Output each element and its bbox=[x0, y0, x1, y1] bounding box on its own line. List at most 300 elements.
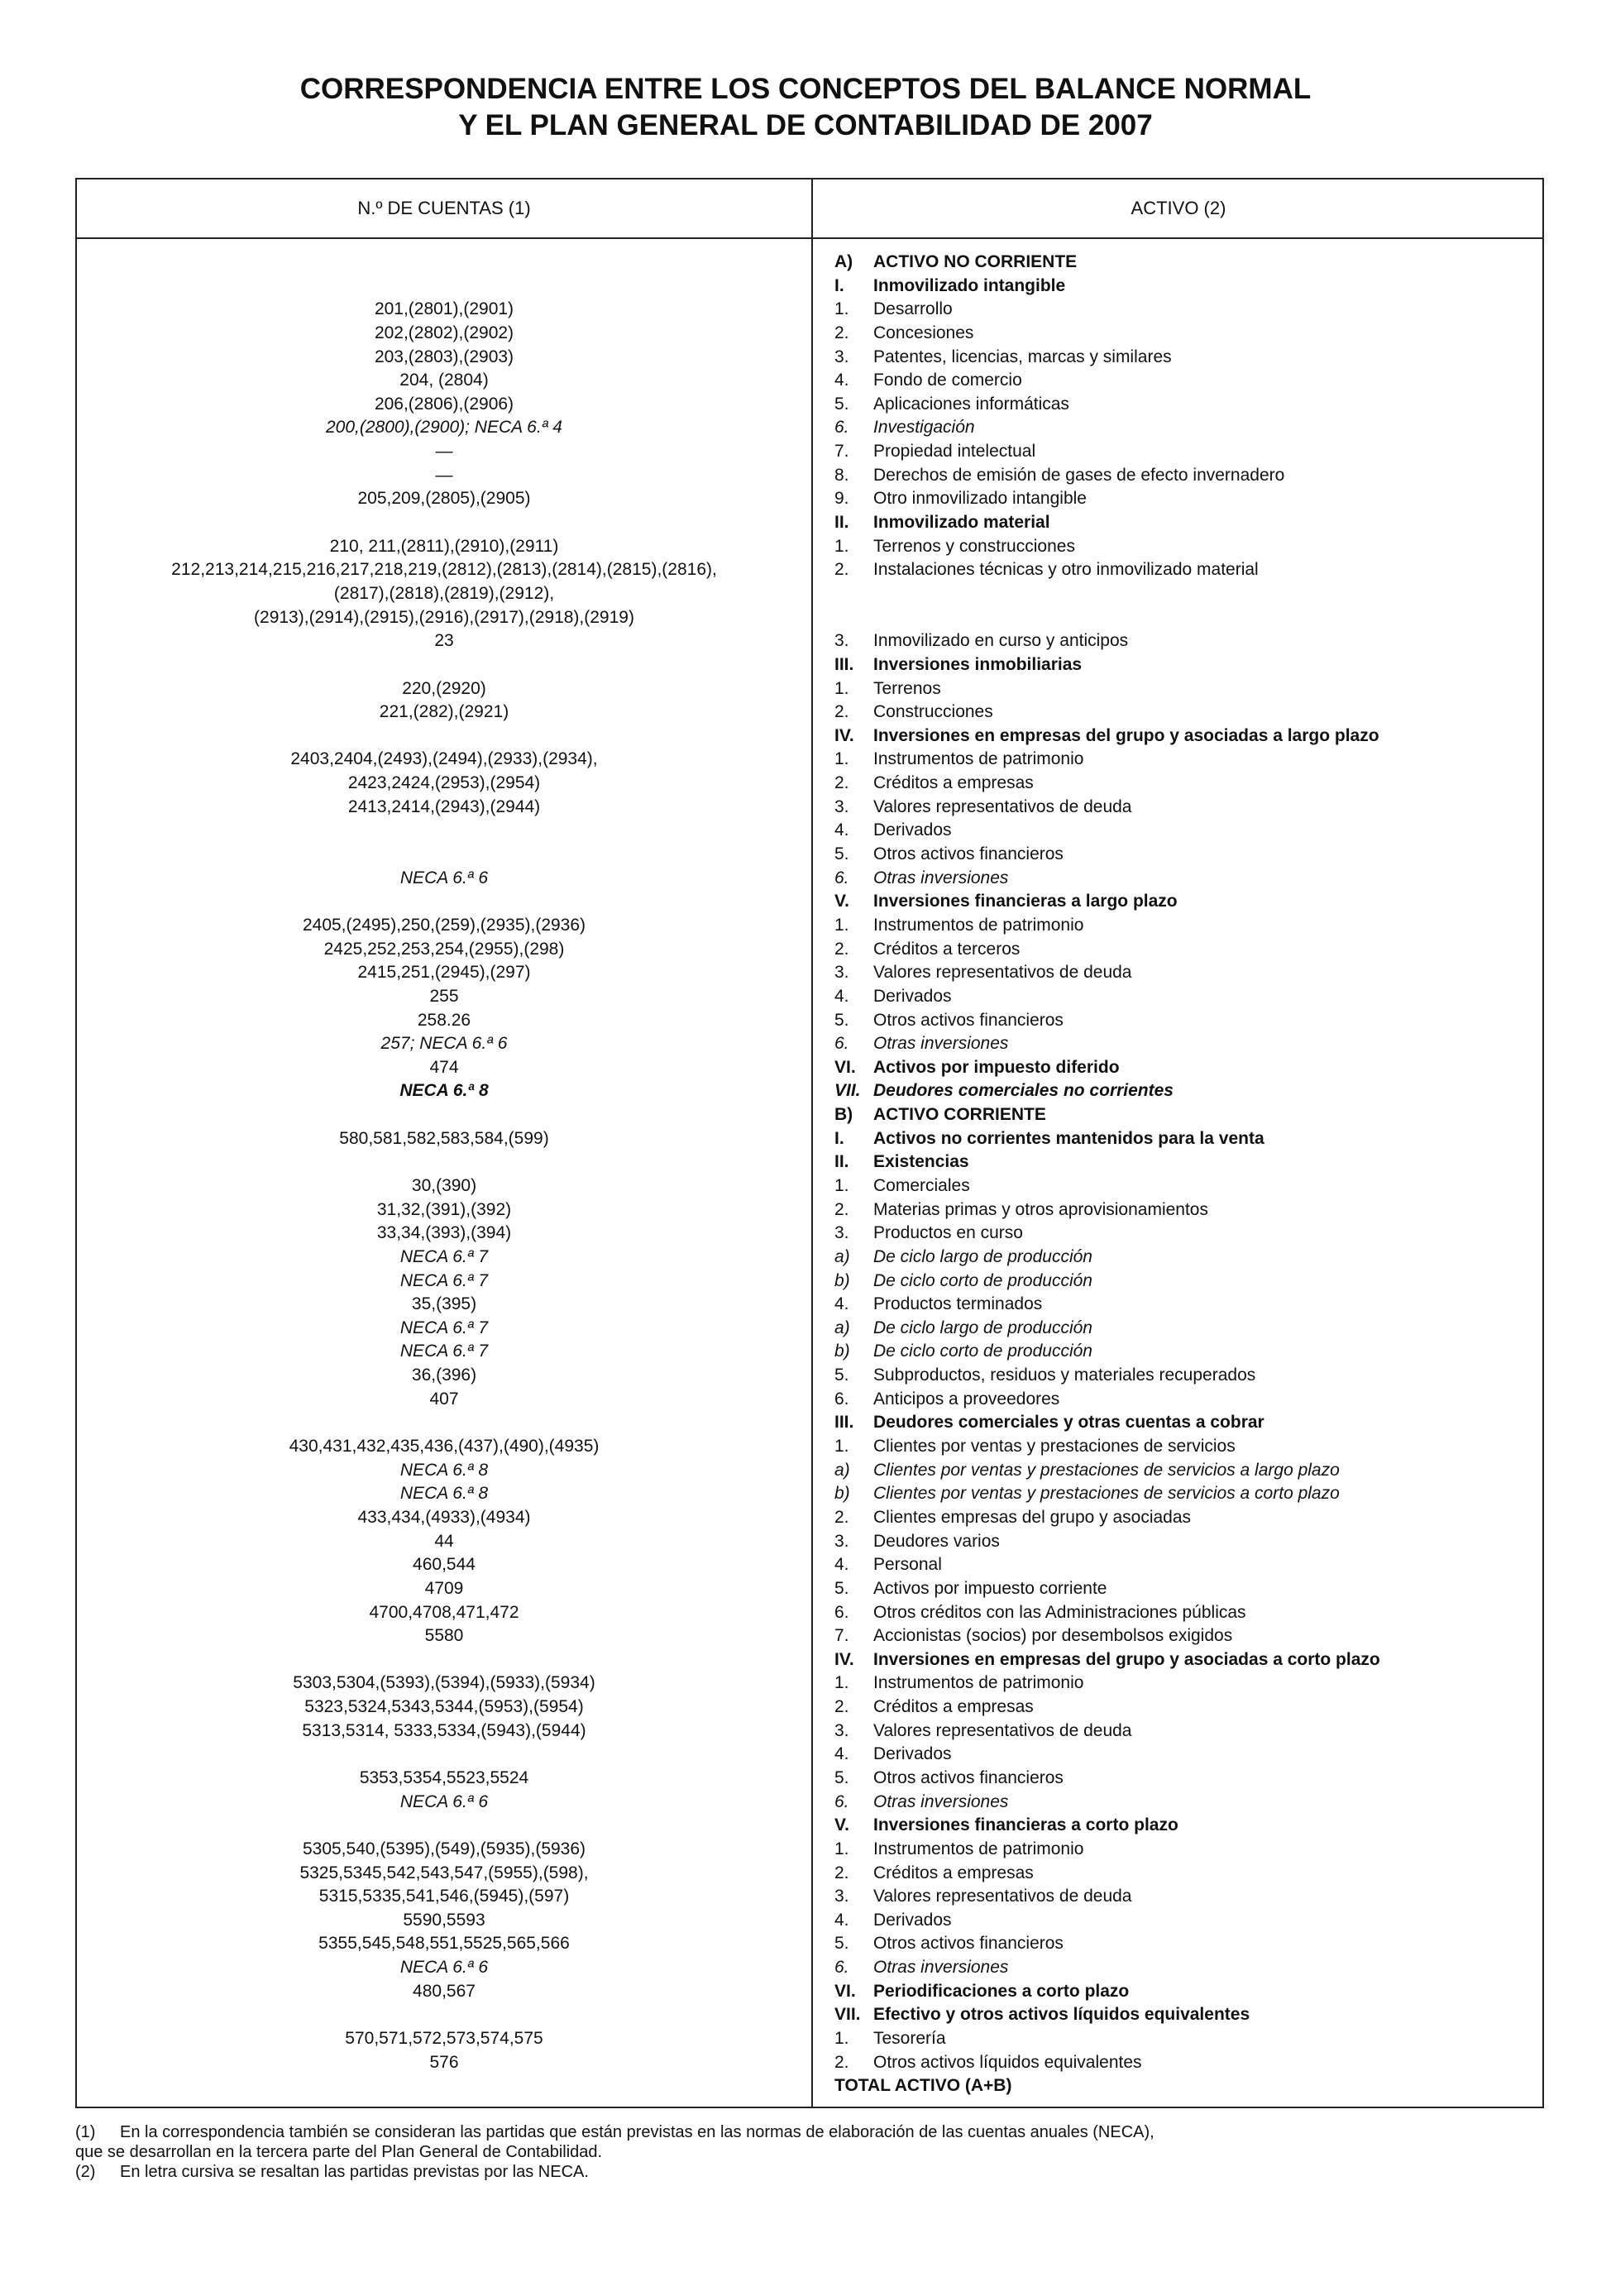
asset-row bbox=[834, 369, 1537, 393]
document-title bbox=[0, 71, 1611, 144]
title-line-1: CORRESPONDENCIA ENTRE LOS CONCEPTOS DEL BALANCE NORMAL bbox=[299, 73, 1312, 105]
account-cell: 430,431,432,435,436,(437),(490),(4935) bbox=[289, 1437, 600, 1457]
account-cell: 580,581,582,583,584,(599) bbox=[339, 1128, 549, 1148]
item-label: Efectivo y otros activos líquidos equivalentes bbox=[873, 2005, 1250, 2025]
item-number: 6. bbox=[834, 868, 849, 887]
item-number: 2. bbox=[834, 702, 849, 722]
account-cell: 203,(2803),(2903) bbox=[374, 347, 514, 366]
account-cell: 212,213,214,215,216,217,218,219,(2812),(2813),(2814),(2815),(2816), bbox=[171, 560, 717, 580]
account-cell: NECA 6.ª 6 bbox=[399, 1958, 489, 1978]
item-label: De ciclo corto de producción bbox=[873, 1342, 1092, 1361]
item-number: 5. bbox=[834, 844, 849, 864]
item-label: Concesiones bbox=[873, 323, 974, 342]
asset-row bbox=[834, 1553, 1537, 1577]
account-cell: 36,(396) bbox=[411, 1366, 477, 1385]
asset-row bbox=[834, 961, 1537, 985]
asset-row bbox=[834, 275, 1537, 299]
account-cell: 201,(2801),(2901) bbox=[374, 299, 514, 319]
item-number: 7. bbox=[834, 442, 849, 462]
item-number: 2. bbox=[834, 2052, 849, 2072]
item-number: 5. bbox=[834, 1010, 849, 1030]
item-number: 6. bbox=[834, 1958, 849, 1978]
item-label: Activos no corrientes mantenidos para la venta bbox=[873, 1128, 1264, 1148]
item-label: Clientes empresas del grupo y asociadas bbox=[873, 1507, 1192, 1527]
item-label: Accionistas (socios) por desembolsos exigidos bbox=[873, 1626, 1233, 1646]
item-label: Créditos a empresas bbox=[873, 1697, 1034, 1717]
account-cell: 2415,251,(2945),(297) bbox=[357, 963, 531, 983]
item-label: Investigación bbox=[873, 418, 975, 438]
account-cell: 474 bbox=[429, 1057, 459, 1077]
item-number: b) bbox=[834, 1342, 850, 1361]
item-number: VI. bbox=[834, 1057, 856, 1077]
asset-row bbox=[834, 2003, 1537, 2027]
item-label: Otros activos financieros bbox=[873, 1010, 1064, 1030]
account-cell: 258.26 bbox=[417, 1010, 471, 1030]
asset-row bbox=[834, 346, 1537, 370]
asset-row bbox=[834, 440, 1537, 464]
item-number: 3. bbox=[834, 631, 849, 651]
item-label: De ciclo largo de producción bbox=[873, 1318, 1092, 1337]
item-number: II. bbox=[834, 513, 849, 533]
account-cell: 205,209,(2805),(2905) bbox=[357, 489, 531, 509]
account-cell: 210, 211,(2811),(2910),(2911) bbox=[329, 536, 559, 556]
item-label: Otras inversiones bbox=[873, 1791, 1009, 1811]
asset-row bbox=[834, 1459, 1537, 1483]
item-number: 5. bbox=[834, 1366, 849, 1385]
asset-row bbox=[834, 1364, 1537, 1388]
asset-row bbox=[834, 1980, 1537, 2004]
asset-row bbox=[834, 511, 1537, 535]
correspondence-table bbox=[75, 178, 1544, 2108]
item-label: Deudores comerciales no corrientes bbox=[873, 1081, 1174, 1101]
account-cell: 35,(395) bbox=[411, 1294, 477, 1314]
asset-row bbox=[834, 1079, 1537, 1103]
item-number: 6. bbox=[834, 418, 849, 438]
item-label: Terrenos bbox=[873, 678, 941, 698]
footnotes bbox=[75, 2122, 1547, 2182]
asset-row bbox=[834, 725, 1537, 749]
account-cell: (2817),(2818),(2819),(2912), bbox=[333, 583, 555, 603]
asset-row bbox=[834, 582, 1537, 606]
asset-row bbox=[834, 748, 1537, 772]
account-cell bbox=[77, 1648, 811, 1672]
item-number: 3. bbox=[834, 1720, 849, 1740]
asset-row bbox=[834, 1103, 1537, 1127]
account-cell bbox=[77, 819, 811, 843]
account-cell: 220,(2920) bbox=[402, 678, 486, 698]
asset-row bbox=[834, 487, 1537, 511]
item-label: Otros activos financieros bbox=[873, 844, 1064, 864]
account-cell bbox=[77, 890, 811, 914]
asset-row bbox=[834, 1411, 1537, 1435]
item-number: 4. bbox=[834, 1555, 849, 1575]
item-label: Propiedad intelectual bbox=[873, 442, 1036, 462]
account-cell: 5303,5304,(5393),(5394),(5933),(5934) bbox=[293, 1673, 595, 1693]
account-cell: NECA 6.ª 7 bbox=[399, 1270, 489, 1290]
item-label: Instrumentos de patrimonio bbox=[873, 1839, 1084, 1858]
item-number: 2. bbox=[834, 560, 849, 580]
item-number: 2. bbox=[834, 1697, 849, 1717]
item-number: 2. bbox=[834, 1507, 849, 1527]
account-cell bbox=[77, 251, 811, 275]
item-label: Clientes por ventas y prestaciones de servicios a largo plazo bbox=[873, 1460, 1340, 1480]
item-label: Instalaciones técnicas y otro inmovilizado material bbox=[873, 560, 1259, 580]
asset-row bbox=[834, 1696, 1537, 1720]
item-number: 1. bbox=[834, 749, 849, 769]
assets-column bbox=[834, 251, 1537, 2098]
item-label: Otras inversiones bbox=[873, 1034, 1009, 1054]
item-label: Instrumentos de patrimonio bbox=[873, 1673, 1084, 1693]
asset-row bbox=[834, 1293, 1537, 1317]
item-label: Instrumentos de patrimonio bbox=[873, 749, 1084, 769]
asset-row bbox=[834, 1506, 1537, 1530]
accounts-column bbox=[77, 251, 811, 2098]
asset-row bbox=[834, 1246, 1537, 1270]
asset-row bbox=[834, 2027, 1537, 2051]
item-label: Construcciones bbox=[873, 702, 993, 722]
item-number: IV. bbox=[834, 1649, 854, 1669]
item-label: Materias primas y otros aprovisionamientos bbox=[873, 1199, 1208, 1219]
item-label: Terrenos y construcciones bbox=[873, 536, 1075, 556]
item-number: 1. bbox=[834, 1437, 849, 1457]
asset-row bbox=[834, 535, 1537, 559]
account-cell: NECA 6.ª 7 bbox=[399, 1246, 489, 1266]
item-label: Derivados bbox=[873, 1910, 952, 1930]
item-number: V. bbox=[834, 892, 849, 911]
account-cell: 2425,252,253,254,(2955),(298) bbox=[323, 939, 565, 959]
asset-row bbox=[834, 796, 1537, 820]
asset-row bbox=[834, 298, 1537, 322]
item-number: 3. bbox=[834, 1531, 849, 1551]
item-label: De ciclo largo de producción bbox=[873, 1246, 1092, 1266]
account-cell: 206,(2806),(2906) bbox=[374, 394, 514, 414]
item-label: Productos en curso bbox=[873, 1223, 1023, 1243]
item-label: Créditos a empresas bbox=[873, 1863, 1034, 1882]
asset-row bbox=[834, 1956, 1537, 1980]
account-cell: 5313,5314, 5333,5334,(5943),(5944) bbox=[302, 1720, 586, 1740]
item-number: IV. bbox=[834, 725, 854, 745]
account-cell: 5325,5345,542,543,547,(5955),(598), bbox=[299, 1863, 589, 1882]
item-label: Otros créditos con las Administraciones públicas bbox=[873, 1602, 1246, 1622]
account-cell: 5580 bbox=[424, 1626, 464, 1646]
item-number: b) bbox=[834, 1484, 850, 1504]
item-label: Créditos a terceros bbox=[873, 939, 1021, 959]
account-cell: 31,32,(391),(392) bbox=[376, 1199, 512, 1219]
item-label: Activos por impuesto corriente bbox=[873, 1578, 1107, 1598]
item-label: Inversiones financieras a largo plazo bbox=[873, 892, 1178, 911]
item-number: 1. bbox=[834, 678, 849, 698]
item-label: Desarrollo bbox=[873, 299, 953, 319]
item-label: Inmovilizado material bbox=[873, 513, 1050, 533]
asset-row bbox=[834, 1127, 1537, 1151]
asset-row bbox=[834, 1672, 1537, 1696]
item-label: Deudores varios bbox=[873, 1531, 1000, 1551]
asset-row bbox=[834, 985, 1537, 1009]
item-label: Patentes, licencias, marcas y similares bbox=[873, 347, 1172, 366]
asset-row bbox=[834, 393, 1537, 417]
account-cell bbox=[77, 1103, 811, 1127]
account-cell bbox=[77, 2003, 811, 2027]
item-label: Créditos a empresas bbox=[873, 773, 1034, 793]
account-cell: 221,(282),(2921) bbox=[379, 702, 509, 722]
account-cell: 2413,2414,(2943),(2944) bbox=[347, 796, 541, 816]
account-cell: 255 bbox=[429, 986, 459, 1006]
item-number: 5. bbox=[834, 1578, 849, 1598]
item-label: Inversiones financieras a corto plazo bbox=[873, 1815, 1178, 1835]
item-number: I. bbox=[834, 275, 844, 295]
item-label: Comerciales bbox=[873, 1175, 970, 1195]
asset-row bbox=[834, 1909, 1537, 1933]
account-cell: NECA 6.ª 7 bbox=[399, 1342, 489, 1361]
asset-row bbox=[834, 653, 1537, 677]
account-cell: 23 bbox=[434, 631, 454, 651]
asset-row bbox=[834, 1885, 1537, 1909]
item-number: VII. bbox=[834, 2005, 861, 2025]
asset-row bbox=[834, 1388, 1537, 1412]
item-number: 1. bbox=[834, 536, 849, 556]
item-number: II. bbox=[834, 1152, 849, 1172]
item-number: 6. bbox=[834, 1034, 849, 1054]
asset-row bbox=[834, 1032, 1537, 1056]
item-number: 9. bbox=[834, 489, 849, 509]
item-number: 1. bbox=[834, 299, 849, 319]
account-cell: 570,571,572,573,574,575 bbox=[345, 2029, 543, 2049]
item-number: b) bbox=[834, 1270, 850, 1290]
item-number: VII. bbox=[834, 1081, 861, 1101]
item-label: Fondo de comercio bbox=[873, 371, 1022, 390]
item-number: VI. bbox=[834, 1981, 856, 2001]
footnote-2-marker: (2) bbox=[75, 2163, 96, 2181]
account-cell: NECA 6.ª 7 bbox=[399, 1318, 489, 1337]
item-number: 2. bbox=[834, 939, 849, 959]
account-cell: 257; NECA 6.ª 6 bbox=[380, 1034, 508, 1054]
account-cell: 576 bbox=[429, 2052, 459, 2072]
item-number: 1. bbox=[834, 2029, 849, 2049]
asset-row bbox=[834, 416, 1537, 440]
footnote-1-text-a: En la correspondencia también se consideran las partidas que están previstas en las normas de elaboración de las cuentas anuales (NECA), bbox=[120, 2123, 1154, 2141]
item-number: 5. bbox=[834, 1934, 849, 1954]
item-number: a) bbox=[834, 1460, 850, 1480]
item-label: ACTIVO CORRIENTE bbox=[873, 1105, 1046, 1125]
item-number: III. bbox=[834, 1413, 854, 1433]
title-line-2: Y EL PLAN GENERAL DE CONTABILIDAD DE 2007 bbox=[458, 109, 1153, 141]
asset-row bbox=[834, 1150, 1537, 1174]
asset-row bbox=[834, 2051, 1537, 2075]
account-cell: (2913),(2914),(2915),(2916),(2917),(2918),(2919) bbox=[254, 607, 634, 627]
asset-row bbox=[834, 1340, 1537, 1364]
asset-row bbox=[834, 1743, 1537, 1767]
item-label: Clientes por ventas y prestaciones de servicios bbox=[873, 1437, 1236, 1457]
item-number: I. bbox=[834, 1128, 844, 1148]
account-cell bbox=[77, 843, 811, 867]
asset-row bbox=[834, 1530, 1537, 1554]
account-cell: 202,(2802),(2902) bbox=[374, 323, 514, 342]
asset-row bbox=[834, 322, 1537, 346]
asset-row bbox=[834, 558, 1537, 582]
item-label: De ciclo corto de producción bbox=[873, 1270, 1092, 1290]
account-cell: 200,(2800),(2900); NECA 6.ª 4 bbox=[326, 418, 562, 438]
item-number: 3. bbox=[834, 1887, 849, 1906]
item-number: 1. bbox=[834, 915, 849, 935]
asset-row bbox=[834, 464, 1537, 488]
account-cell: 4700,4708,471,472 bbox=[369, 1602, 519, 1622]
item-label: Aplicaciones informáticas bbox=[873, 394, 1069, 414]
item-label: Valores representativos de deuda bbox=[873, 963, 1132, 983]
account-cell: 433,434,(4933),(4934) bbox=[357, 1507, 531, 1527]
item-number: a) bbox=[834, 1318, 850, 1337]
account-cell: — bbox=[435, 442, 453, 462]
asset-row bbox=[834, 1862, 1537, 1886]
account-cell: NECA 6.ª 8 bbox=[399, 1081, 489, 1101]
item-label: Otras inversiones bbox=[873, 868, 1009, 887]
item-number: 4. bbox=[834, 1294, 849, 1314]
account-cell: 480,567 bbox=[413, 1981, 476, 2001]
header-divider bbox=[77, 237, 1542, 239]
item-number: 1. bbox=[834, 1673, 849, 1693]
item-number: 3. bbox=[834, 963, 849, 983]
asset-row bbox=[834, 1814, 1537, 1838]
account-cell: 5323,5324,5343,5344,(5953),(5954) bbox=[304, 1697, 584, 1717]
item-number: a) bbox=[834, 1246, 850, 1266]
asset-row bbox=[834, 819, 1537, 843]
item-number: III. bbox=[834, 654, 854, 674]
footnote-2 bbox=[75, 2162, 1547, 2182]
header-assets: ACTIVO (2) bbox=[1131, 198, 1226, 218]
asset-row bbox=[834, 938, 1537, 962]
item-label: Derivados bbox=[873, 1744, 952, 1764]
item-label: Tesorería bbox=[873, 2029, 946, 2049]
item-label: ACTIVO NO CORRIENTE bbox=[873, 252, 1078, 271]
account-cell: 4709 bbox=[424, 1578, 464, 1598]
item-label: Otros activos líquidos equivalentes bbox=[873, 2052, 1142, 2072]
asset-row bbox=[834, 251, 1537, 275]
item-number: 4. bbox=[834, 1744, 849, 1764]
item-number: A) bbox=[834, 252, 853, 271]
asset-row bbox=[834, 1435, 1537, 1459]
item-number: 3. bbox=[834, 796, 849, 816]
item-number: 1. bbox=[834, 1175, 849, 1195]
asset-row bbox=[834, 772, 1537, 796]
item-number: 7. bbox=[834, 1626, 849, 1646]
item-label: Inversiones inmobiliarias bbox=[873, 654, 1083, 674]
item-label: Existencias bbox=[873, 1152, 969, 1172]
item-label: Valores representativos de deuda bbox=[873, 1720, 1132, 1740]
account-cell: 44 bbox=[434, 1531, 454, 1551]
asset-row bbox=[834, 914, 1537, 938]
account-cell: 2423,2424,(2953),(2954) bbox=[347, 773, 541, 793]
item-label: Derivados bbox=[873, 820, 952, 840]
account-cell: 5305,540,(5395),(549),(5935),(5936) bbox=[302, 1839, 586, 1858]
account-cell: NECA 6.ª 6 bbox=[399, 868, 489, 887]
asset-row bbox=[834, 1791, 1537, 1815]
item-label: Inmovilizado en curso y anticipos bbox=[873, 631, 1129, 651]
account-cell: NECA 6.ª 8 bbox=[399, 1484, 489, 1504]
asset-row bbox=[834, 1624, 1537, 1648]
item-number: 4. bbox=[834, 986, 849, 1006]
asset-row bbox=[834, 1317, 1537, 1341]
account-cell: 33,34,(393),(394) bbox=[376, 1223, 512, 1243]
asset-row bbox=[834, 1009, 1537, 1033]
account-cell: 5590,5593 bbox=[403, 1910, 485, 1930]
asset-row bbox=[834, 677, 1537, 701]
asset-row bbox=[834, 629, 1537, 653]
asset-row bbox=[834, 1720, 1537, 1744]
item-number: 8. bbox=[834, 465, 849, 485]
item-number: V. bbox=[834, 1815, 849, 1835]
account-cell: NECA 6.ª 8 bbox=[399, 1460, 489, 1480]
account-cell: 30,(390) bbox=[411, 1175, 477, 1195]
item-number: 3. bbox=[834, 1223, 849, 1243]
account-cell bbox=[77, 725, 811, 749]
account-cell: NECA 6.ª 6 bbox=[399, 1791, 489, 1811]
item-label: Inversiones en empresas del grupo y asociadas a largo plazo bbox=[873, 725, 1379, 745]
item-number: 6. bbox=[834, 1791, 849, 1811]
account-cell bbox=[77, 1814, 811, 1838]
item-number: 6. bbox=[834, 1602, 849, 1622]
item-label: Subproductos, residuos y materiales recuperados bbox=[873, 1366, 1256, 1385]
item-label: Instrumentos de patrimonio bbox=[873, 915, 1084, 935]
account-cell: 5353,5354,5523,5524 bbox=[359, 1768, 529, 1787]
account-cell bbox=[77, 1150, 811, 1174]
asset-row bbox=[834, 890, 1537, 914]
item-label: Clientes por ventas y prestaciones de servicios a corto plazo bbox=[873, 1484, 1340, 1504]
item-label: Otros activos financieros bbox=[873, 1934, 1064, 1954]
account-cell: 460,544 bbox=[413, 1555, 476, 1575]
item-label: Activos por impuesto diferido bbox=[873, 1057, 1120, 1077]
footnote-1-cont: que se desarrollan en la tercera parte del Plan General de Contabilidad. bbox=[75, 2143, 603, 2161]
account-cell: — bbox=[435, 465, 453, 485]
asset-row bbox=[834, 1482, 1537, 1506]
account-cell: 407 bbox=[429, 1389, 459, 1409]
asset-row bbox=[834, 843, 1537, 867]
item-label: Personal bbox=[873, 1555, 942, 1575]
asset-row bbox=[834, 1198, 1537, 1222]
item-label: Inversiones en empresas del grupo y asociadas a corto plazo bbox=[873, 1649, 1380, 1669]
item-number: B) bbox=[834, 1105, 853, 1125]
footnote-2-text: En letra cursiva se resaltan las partidas previstas por las NECA. bbox=[120, 2163, 589, 2181]
footnote-1 bbox=[75, 2122, 1547, 2142]
asset-row bbox=[834, 1932, 1537, 1956]
asset-row bbox=[834, 2074, 1537, 2098]
column-divider bbox=[811, 179, 813, 2107]
item-number: 5. bbox=[834, 394, 849, 414]
item-label: Derivados bbox=[873, 986, 952, 1006]
item-label: Derechos de emisión de gases de efecto invernadero bbox=[873, 465, 1285, 485]
item-number: 5. bbox=[834, 1768, 849, 1787]
item-label: TOTAL ACTIVO (A+B) bbox=[834, 2076, 1012, 2096]
account-cell bbox=[77, 2074, 811, 2098]
item-label: Anticipos a proveedores bbox=[873, 1389, 1060, 1409]
item-label: Valores representativos de deuda bbox=[873, 1887, 1132, 1906]
account-cell bbox=[77, 1411, 811, 1435]
asset-row bbox=[834, 1056, 1537, 1080]
item-number: 4. bbox=[834, 820, 849, 840]
header-accounts: N.º DE CUENTAS (1) bbox=[357, 198, 531, 218]
account-cell: 5355,545,548,551,5525,565,566 bbox=[318, 1934, 570, 1954]
asset-row bbox=[834, 1767, 1537, 1791]
item-label: Otros activos financieros bbox=[873, 1768, 1064, 1787]
asset-row bbox=[834, 1577, 1537, 1601]
account-cell bbox=[77, 511, 811, 535]
item-label: Inmovilizado intangible bbox=[873, 275, 1066, 295]
account-cell: 204, (2804) bbox=[399, 371, 489, 390]
asset-row bbox=[834, 867, 1537, 891]
item-number: 6. bbox=[834, 1389, 849, 1409]
item-label: Productos terminados bbox=[873, 1294, 1043, 1314]
item-label: Valores representativos de deuda bbox=[873, 796, 1132, 816]
account-cell: 2405,(2495),250,(259),(2935),(2936) bbox=[302, 915, 586, 935]
asset-row bbox=[834, 1174, 1537, 1198]
